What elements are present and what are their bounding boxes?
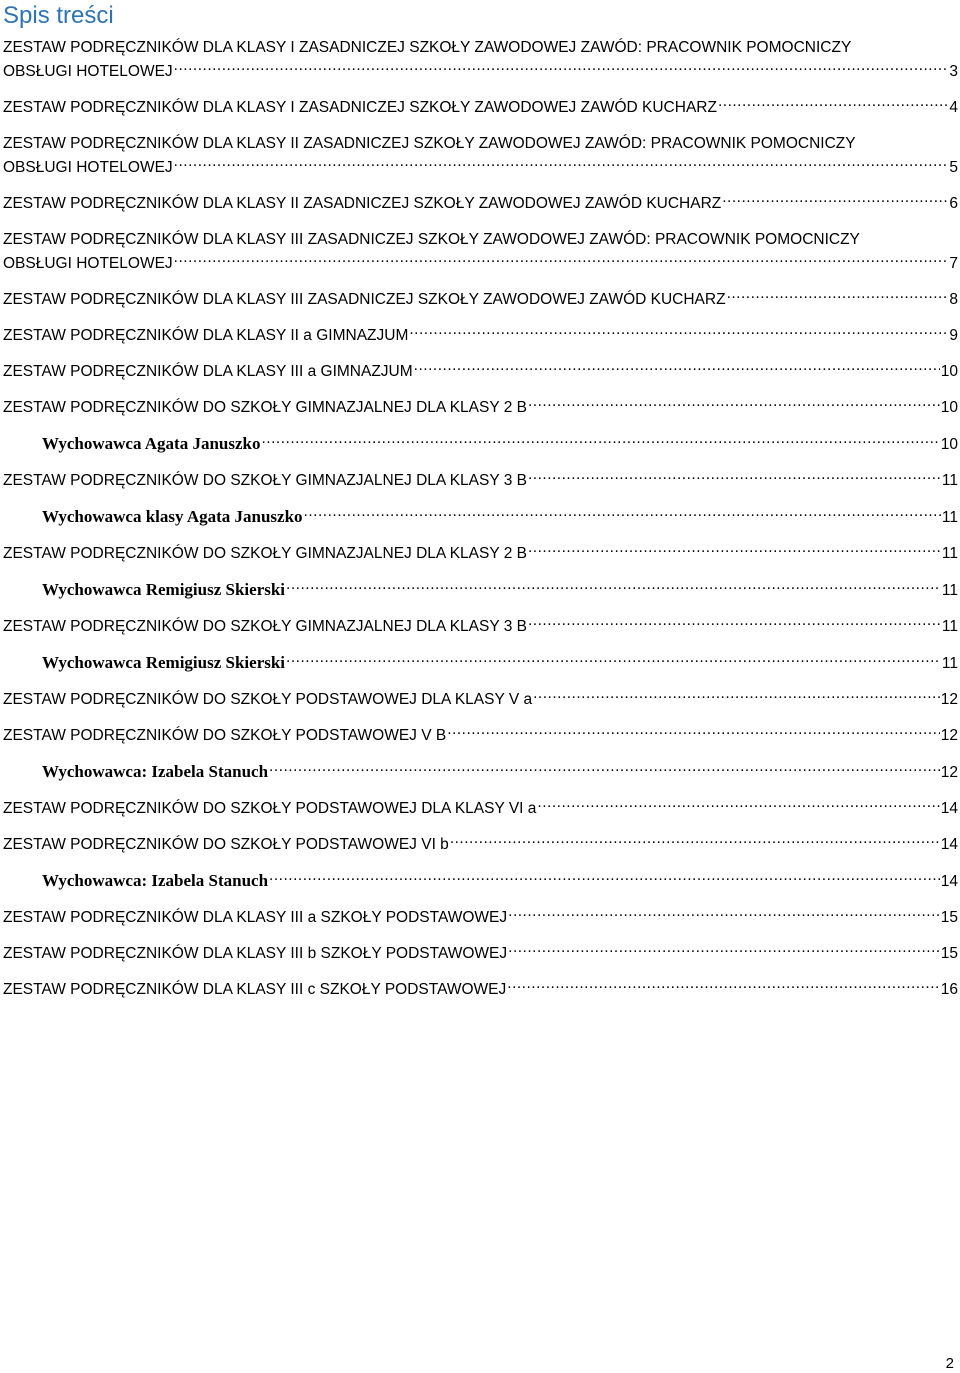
- toc-entry[interactable]: [3, 36, 958, 84]
- toc-entry-title: ZESTAW PODRĘCZNIKÓW DO SZKOŁY GIMNAZJALNEJ DLA KLASY 3 B: [3, 618, 527, 635]
- toc-entry-title: Wychowawca Agata Januszko: [42, 434, 261, 453]
- toc-entry-title-line: ZESTAW PODRĘCZNIKÓW DLA KLASY I ZASADNICZEJ SZKOŁY ZAWODOWEJ ZAWÓD: PRACOWNIK POMOCNICZY: [3, 39, 852, 56]
- toc-entry-title: ZESTAW PODRĘCZNIKÓW DLA KLASY III b SZKOŁY PODSTAWOWEJ: [3, 945, 508, 962]
- toc-subentry[interactable]: [3, 578, 958, 603]
- toc-entry-title: Wychowawca: Izabela Stanuch: [42, 871, 269, 890]
- dot-leader: [528, 470, 941, 486]
- dot-leader: [269, 871, 940, 887]
- toc-entry-page-number: 8: [949, 291, 958, 308]
- dot-leader: [533, 689, 940, 705]
- dot-leader: [262, 434, 940, 450]
- dot-leader: [508, 907, 940, 923]
- dot-leader: [304, 507, 941, 523]
- toc-entry[interactable]: [3, 688, 958, 712]
- toc-subentry[interactable]: [3, 869, 958, 894]
- dot-leader: [447, 725, 940, 741]
- dot-leader: [450, 834, 940, 850]
- toc-entry-page-number: 12: [940, 727, 958, 744]
- toc-entry-line: [3, 469, 958, 493]
- toc-subentry[interactable]: [3, 760, 958, 785]
- toc-entry[interactable]: [3, 469, 958, 493]
- toc-title: Spis treści: [3, 2, 114, 29]
- toc-entry-line: [3, 869, 958, 894]
- toc-entry[interactable]: [3, 797, 958, 821]
- toc-entry-title: Wychowawca: Izabela Stanuch: [42, 762, 269, 781]
- toc-entry-line: [3, 833, 958, 857]
- toc-entry-line: [3, 797, 958, 821]
- dot-leader: [174, 157, 947, 173]
- dot-leader: [507, 979, 939, 995]
- toc-entry-line: [3, 252, 958, 276]
- toc-entry-title: ZESTAW PODRĘCZNIKÓW DO SZKOŁY PODSTAWOWEJ DLA KLASY VI a: [3, 800, 537, 817]
- toc-entry-line: [3, 192, 958, 216]
- toc-entry-title: ZESTAW PODRĘCZNIKÓW DLA KLASY III c SZKOŁY PODSTAWOWEJ: [3, 981, 507, 998]
- toc-entry-title: ZESTAW PODRĘCZNIKÓW DO SZKOŁY GIMNAZJALNEJ DLA KLASY 2 B: [3, 545, 527, 562]
- toc-entry-page-number: 10: [940, 436, 958, 453]
- toc-entry-page-number: 12: [940, 764, 958, 781]
- toc-entry-line: [3, 324, 958, 348]
- toc-entry-title: ZESTAW PODRĘCZNIKÓW DLA KLASY I ZASADNICZEJ SZKOŁY ZAWODOWEJ ZAWÓD KUCHARZ: [3, 99, 717, 116]
- toc-entry[interactable]: [3, 942, 958, 966]
- toc-entry[interactable]: [3, 615, 958, 639]
- toc-entry[interactable]: [3, 360, 958, 384]
- toc-entry-page-number: 9: [949, 327, 958, 344]
- dot-leader: [537, 798, 939, 814]
- toc-entry-line: [3, 942, 958, 966]
- toc-entry[interactable]: [3, 132, 958, 180]
- toc-entry-line: [3, 578, 958, 603]
- toc-entry-line: [3, 615, 958, 639]
- toc-entry-page-number: 4: [949, 99, 958, 116]
- toc-entry-page-number: 14: [940, 836, 958, 853]
- toc-entry-title: ZESTAW PODRĘCZNIKÓW DO SZKOŁY GIMNAZJALNEJ DLA KLASY 3 B: [3, 472, 527, 489]
- toc-entry-page-number: 14: [940, 873, 958, 890]
- toc-entry-title: Wychowawca Remigiusz Skierski: [42, 653, 286, 672]
- toc-entry-line: [3, 724, 958, 748]
- toc-entry[interactable]: [3, 906, 958, 930]
- toc-entry-page-number: 16: [940, 981, 958, 998]
- toc-entry-title: OBSŁUGI HOTELOWEJ: [3, 255, 173, 272]
- dot-leader: [528, 397, 940, 413]
- toc-entry[interactable]: [3, 978, 958, 1002]
- toc-entry-page-number: 6: [949, 195, 958, 212]
- dot-leader: [414, 361, 940, 377]
- toc-list: [3, 36, 958, 1014]
- toc-entry-title: ZESTAW PODRĘCZNIKÓW DLA KLASY III a SZKOŁY PODSTAWOWEJ: [3, 909, 508, 926]
- toc-entry-title: OBSŁUGI HOTELOWEJ: [3, 159, 173, 176]
- toc-entry-line: [3, 978, 958, 1002]
- toc-entry-title: Wychowawca klasy Agata Januszko: [42, 507, 303, 526]
- toc-entry-page-number: 15: [940, 909, 958, 926]
- toc-entry-page-number: 11: [941, 655, 958, 672]
- toc-entry-page-number: 11: [941, 545, 958, 562]
- toc-subentry[interactable]: [3, 651, 958, 676]
- toc-entry-title: ZESTAW PODRĘCZNIKÓW DO SZKOŁY GIMNAZJALNEJ DLA KLASY 2 B: [3, 399, 527, 416]
- toc-entry[interactable]: [3, 228, 958, 276]
- toc-entry[interactable]: [3, 96, 958, 120]
- toc-entry-line: [3, 688, 958, 712]
- toc-entry-line: [3, 60, 958, 84]
- toc-entry[interactable]: [3, 396, 958, 420]
- dot-leader: [508, 943, 940, 959]
- toc-entry-page-number: 7: [949, 255, 958, 272]
- toc-entry-page-number: 10: [940, 399, 958, 416]
- dot-leader: [409, 325, 947, 341]
- dot-leader: [269, 762, 940, 778]
- toc-entry-title: ZESTAW PODRĘCZNIKÓW DLA KLASY III ZASADNICZEJ SZKOŁY ZAWODOWEJ ZAWÓD KUCHARZ: [3, 291, 726, 308]
- dot-leader: [528, 616, 941, 632]
- dot-leader: [727, 289, 947, 305]
- toc-entry-line: [3, 505, 958, 530]
- toc-entry-page-number: 11: [941, 582, 958, 599]
- toc-entry-page-number: 11: [941, 472, 958, 489]
- toc-entry[interactable]: [3, 833, 958, 857]
- toc-entry-line: [3, 906, 958, 930]
- dot-leader: [286, 653, 941, 669]
- toc-entry-page-number: 10: [940, 363, 958, 380]
- toc-entry-line: [3, 760, 958, 785]
- toc-entry-line: [3, 651, 958, 676]
- toc-entry-title: ZESTAW PODRĘCZNIKÓW DO SZKOŁY PODSTAWOWEJ VI b: [3, 836, 449, 853]
- toc-entry[interactable]: [3, 192, 958, 216]
- toc-entry-line: [3, 360, 958, 384]
- toc-entry-page-number: 15: [940, 945, 958, 962]
- dot-leader: [722, 193, 947, 209]
- page-number: 2: [945, 1355, 954, 1372]
- toc-entry-page-number: 3: [949, 63, 958, 80]
- toc-entry-page-number: 11: [941, 618, 958, 635]
- dot-leader: [286, 580, 941, 596]
- toc-entry[interactable]: [3, 324, 958, 348]
- toc-entry-title: ZESTAW PODRĘCZNIKÓW DLA KLASY III a GIMNAZJUM: [3, 363, 413, 380]
- toc-entry-title: Wychowawca Remigiusz Skierski: [42, 580, 286, 599]
- toc-subentry[interactable]: [3, 505, 958, 530]
- toc-entry[interactable]: [3, 724, 958, 748]
- toc-entry-title: OBSŁUGI HOTELOWEJ: [3, 63, 173, 80]
- toc-entry-line: [3, 396, 958, 420]
- toc-entry[interactable]: [3, 542, 958, 566]
- dot-leader: [174, 253, 947, 269]
- toc-entry-title: ZESTAW PODRĘCZNIKÓW DLA KLASY II ZASADNICZEJ SZKOŁY ZAWODOWEJ ZAWÓD KUCHARZ: [3, 195, 722, 212]
- toc-entry-title: ZESTAW PODRĘCZNIKÓW DO SZKOŁY PODSTAWOWEJ V B: [3, 727, 447, 744]
- toc-entry-title-line: ZESTAW PODRĘCZNIKÓW DLA KLASY III ZASADNICZEJ SZKOŁY ZAWODOWEJ ZAWÓD: PRACOWNIK POMOCNICZY: [3, 231, 860, 248]
- toc-entry-line: [3, 432, 958, 457]
- toc-entry-title: ZESTAW PODRĘCZNIKÓW DO SZKOŁY PODSTAWOWEJ DLA KLASY V a: [3, 691, 533, 708]
- toc-entry-line: [3, 156, 958, 180]
- dot-leader: [528, 543, 941, 559]
- toc-subentry[interactable]: [3, 432, 958, 457]
- toc-entry[interactable]: [3, 288, 958, 312]
- toc-entry-page-number: 14: [940, 800, 958, 817]
- toc-entry-title-line: ZESTAW PODRĘCZNIKÓW DLA KLASY II ZASADNICZEJ SZKOŁY ZAWODOWEJ ZAWÓD: PRACOWNIK POMOCNICZY: [3, 135, 856, 152]
- toc-entry-line: [3, 288, 958, 312]
- toc-entry-page-number: 11: [941, 509, 958, 526]
- dot-leader: [718, 97, 947, 113]
- toc-entry-line: [3, 96, 958, 120]
- toc-entry-line: [3, 542, 958, 566]
- toc-entry-page-number: 5: [949, 159, 958, 176]
- toc-entry-page-number: 12: [940, 691, 958, 708]
- toc-entry-title: ZESTAW PODRĘCZNIKÓW DLA KLASY II a GIMNAZJUM: [3, 327, 409, 344]
- dot-leader: [174, 61, 947, 77]
